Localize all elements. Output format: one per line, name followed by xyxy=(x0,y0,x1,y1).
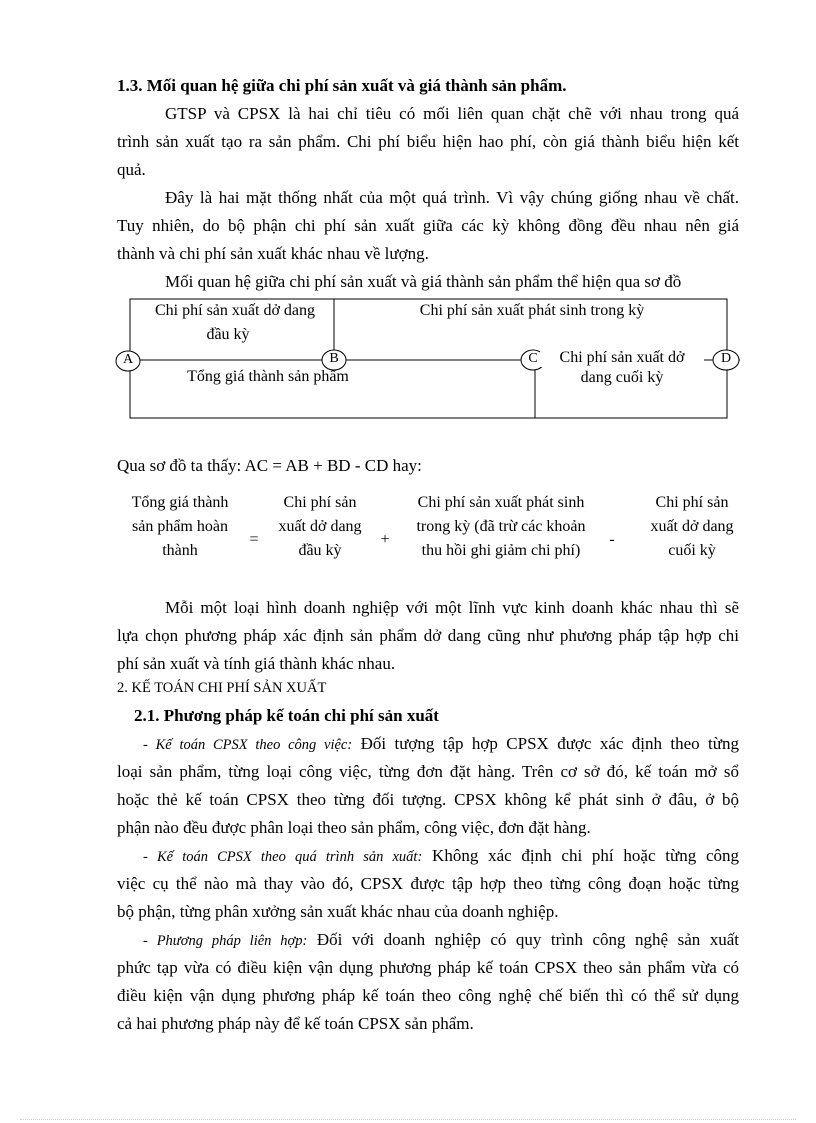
paragraph-line xyxy=(143,926,739,955)
paragraph-line: việc cụ thể nào mà thay vào đó, CPSX được tập hợp theo từng công đoạn hoặc từng xyxy=(117,874,739,893)
paragraph-line: phận nào đều được phân loại theo sản phẩm, công việc, đơn đặt hàng. xyxy=(117,818,591,837)
item-label: - Phương pháp liên hợp: xyxy=(143,933,308,949)
formula-line: Tổng giá thành xyxy=(131,494,229,511)
formula-line: sản phẩm hoàn xyxy=(132,518,228,535)
formula-line: Chi phí sản xyxy=(655,494,729,511)
formula-line: xuất dở dang xyxy=(650,518,734,535)
formula-line: Chi phí sản xuất phát sinh xyxy=(417,494,585,511)
paragraph-line: Mối quan hệ giữa chi phí sản xuất và giá thành sản phẩm thể hiện qua sơ đồ xyxy=(165,272,682,291)
diagram-opening-wip-line1: Chi phí sản xuất dở dang xyxy=(155,302,315,319)
item-text: Đối tượng tập hợp CPSX được xác định theo từng xyxy=(352,734,739,753)
item-text: Đối với doanh nghiệp có quy trình công nghệ sản xuất xyxy=(307,930,739,949)
formula-intro: Qua sơ đồ ta thấy: AC = AB + BD - CD hay: xyxy=(117,456,422,475)
item-text: Không xác định chi phí hoặc từng công xyxy=(422,846,740,865)
paragraph-line xyxy=(143,842,739,871)
item-label: - Kế toán CPSX theo công việc: xyxy=(143,737,353,753)
diagram-closing-wip-line1: Chi phí sản xuất dở xyxy=(540,349,704,367)
paragraph-line: lựa chọn phương pháp xác định sản phẩm dở dang cũng như phương pháp tập hợp chi xyxy=(117,626,739,645)
point-c-label: C xyxy=(528,351,538,366)
formula-line: thành xyxy=(162,542,198,559)
formula-line: cuối kỳ xyxy=(668,542,716,559)
paragraph-line: hoặc thẻ kế toán CPSX theo từng đối tượng. CPSX không kể phát sinh ở đâu, ở bộ xyxy=(117,790,739,809)
paragraph-line: trình sản xuất tạo ra sản phẩm. Chi phí biểu hiện hao phí, còn giá thành biểu hiện kết xyxy=(117,132,739,151)
paragraph-line: phức tạp vừa có điều kiện vận dụng phương pháp kế toán CPSX theo sản phẩm vừa có xyxy=(117,958,739,977)
section-heading-2-1: 2.1. Phương pháp kế toán chi phí sản xuất xyxy=(134,706,439,725)
formula-term-opening-wip xyxy=(268,491,372,563)
paragraph-line: cả hai phương pháp này để kế toán CPSX sản phẩm. xyxy=(117,1014,474,1033)
paragraph-line: thành và chi phí sản xuất khác nhau về lượng. xyxy=(117,244,429,263)
paragraph-line: Mỗi một loại hình doanh nghiệp với một lĩnh vực kinh doanh khác nhau thì sẽ xyxy=(165,598,739,617)
formula-line: xuất dở dang xyxy=(278,518,362,535)
formula-line: thu hồi ghi giảm chi phí) xyxy=(421,542,581,559)
paragraph-line xyxy=(143,730,739,759)
formula-equals: = xyxy=(249,531,259,548)
formula-term-period-cost xyxy=(396,491,606,563)
point-b-label: B xyxy=(329,351,339,366)
section-heading-2: 2. KẾ TOÁN CHI PHÍ SẢN XUẤT xyxy=(117,680,327,696)
formula-minus: - xyxy=(609,531,615,548)
point-d-label: D xyxy=(720,351,732,366)
paragraph-line: GTSP và CPSX là hai chỉ tiêu có mối liên quan chặt chẽ với nhau trong quá xyxy=(165,104,739,123)
paragraph-line: Đây là hai mặt thống nhất của một quá trình. Vì vậy chúng giống nhau về chất. xyxy=(165,188,739,207)
point-a-label: A xyxy=(122,352,134,367)
paragraph-line: loại sản phẩm, từng loại công việc, từng đơn đặt hàng. Trên cơ sở đó, kế toán mở sổ xyxy=(117,762,739,781)
footer-divider xyxy=(20,1119,796,1120)
formula-plus: + xyxy=(380,531,390,548)
paragraph-line: quả. xyxy=(117,160,146,179)
paragraph-line: Tuy nhiên, do bộ phận chi phí sản xuất giữa các kỳ không đồng đều nhau nên giá xyxy=(117,216,739,235)
diagram-opening-wip-line2: đầu kỳ xyxy=(206,326,250,343)
diagram-total-cost: Tổng giá thành sản phẩm xyxy=(187,368,349,385)
paragraph-line: điều kiện vận dụng phương pháp kế toán theo công nghệ chế biến thì có thể sử dụng xyxy=(117,986,739,1005)
paragraph-line: bộ phận, từng phân xưởng sản xuất khác nhau của doanh nghiệp. xyxy=(117,902,559,921)
diagram-closing-wip-line2: dang cuối kỳ xyxy=(580,369,664,386)
formula-line: đầu kỳ xyxy=(298,542,342,559)
formula-line: trong kỳ (đã trừ các khoản xyxy=(416,518,586,535)
section-heading-1-3: 1.3. Mối quan hệ giữa chi phí sản xuất và giá thành sản phẩm. xyxy=(117,76,567,95)
formula-term-total-cost xyxy=(112,491,248,563)
paragraph-line: phí sản xuất và tính giá thành khác nhau. xyxy=(117,654,396,673)
diagram-period-cost: Chi phí sản xuất phát sinh trong kỳ xyxy=(419,302,645,319)
item-label: - Kế toán CPSX theo quá trình sản xuất: xyxy=(143,849,423,865)
formula-term-closing-wip xyxy=(636,491,748,563)
formula-line: Chi phí sản xyxy=(283,494,357,511)
